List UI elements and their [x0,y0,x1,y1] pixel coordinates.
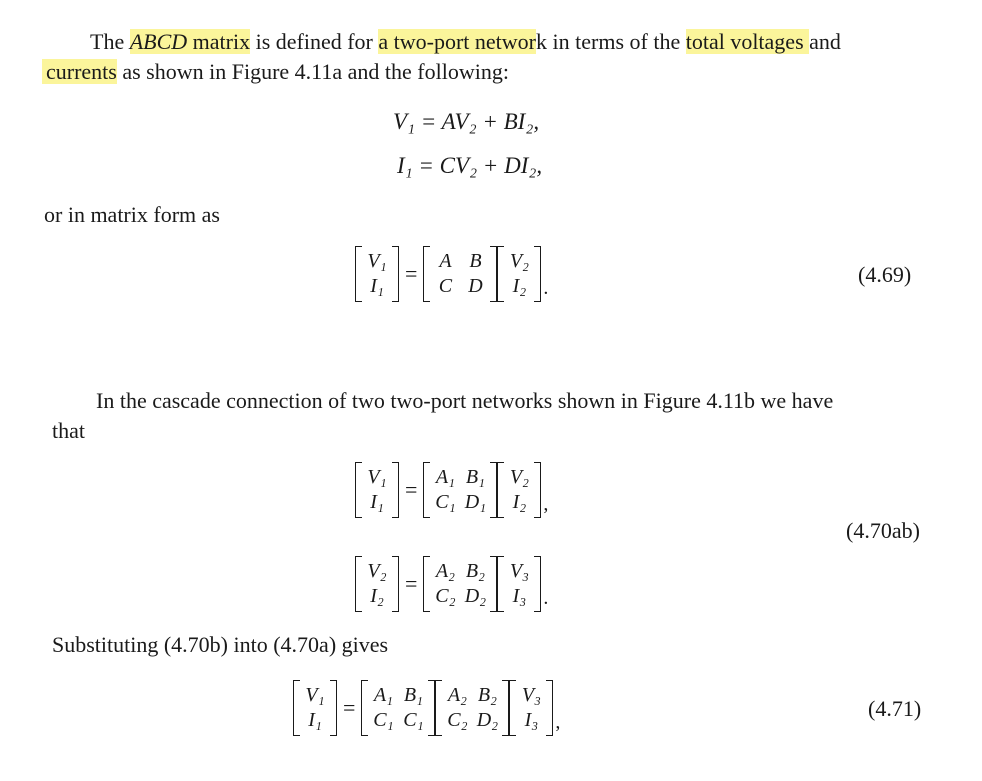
text-substituting: Substituting (4.70b) into (4.70a) gives [52,632,389,657]
vector-lhs: V₁ I₁ [293,680,337,736]
paragraph-2-line-2: that [52,418,85,443]
highlight-two-port: a two-port networ [378,29,537,54]
highlight-matrix: matrix [187,29,251,54]
paragraph-1-line-1 [90,29,841,55]
matrix-equation-4-71: V₁ I₁ = A₁ B₁ C₁ C₁ A₂ B₂ C₂ D₂ V₃ I₃ , [293,680,560,736]
vector-rhs: V₃ I₃ [509,680,553,736]
highlight-currents: currents [42,59,117,84]
text: and [809,29,841,54]
abcd-term: ABCD [129,29,188,54]
equation-number-4-69: (4.69) [858,262,912,287]
text: as shown in Figure 4.11a and the following: [116,59,509,84]
matrix-1: A₁ B₁ C₁ C₁ [361,680,435,736]
matrix-2: A₂ B₂ C₂ D₂ [423,556,497,612]
vector-rhs: V₃ I₃ [497,556,541,612]
matrix-equation-4-69: V₁ I₁ = A B C D V₂ I₂ . [355,246,548,302]
vector-rhs: V₂ I₂ [497,246,541,302]
equation-number-4-71: (4.71) [868,696,922,721]
matrix-2: A₂ B₂ C₂ D₂ [435,680,509,736]
text: k in terms of the [536,29,686,54]
text: is defined for [250,29,379,54]
paragraph-2-line-1: In the cascade connection of two two-port networks shown in Figure 4.11b we have [96,388,834,413]
equation-number-4-70ab: (4.70ab) [846,518,920,543]
matrix-1: A₁ B₁ C₁ D₁ [423,462,497,518]
vector-lhs: V₁ I₁ [355,462,399,518]
highlight-total-voltages: total voltages [685,29,810,54]
text: The [90,29,130,54]
vector-rhs: V₂ I₂ [497,462,541,518]
paragraph-1-line-2 [42,59,509,85]
matrix-equation-4-70b: V₂ I₂ = A₂ B₂ C₂ D₂ V₃ I₃ . [355,556,548,612]
vector-lhs: V₁ I₁ [355,246,399,302]
equation-i1: I₁ = CV₂ + DI₂, [397,153,543,178]
text-matrix-form: or in matrix form as [44,202,220,227]
equation-v1: V₁ = AV₂ + BI₂, [393,109,540,134]
matrix-equation-4-70a: V₁ I₁ = A₁ B₁ C₁ D₁ V₂ I₂ , [355,462,548,518]
matrix-abcd: A B C D [423,246,497,302]
vector-lhs: V₂ I₂ [355,556,399,612]
